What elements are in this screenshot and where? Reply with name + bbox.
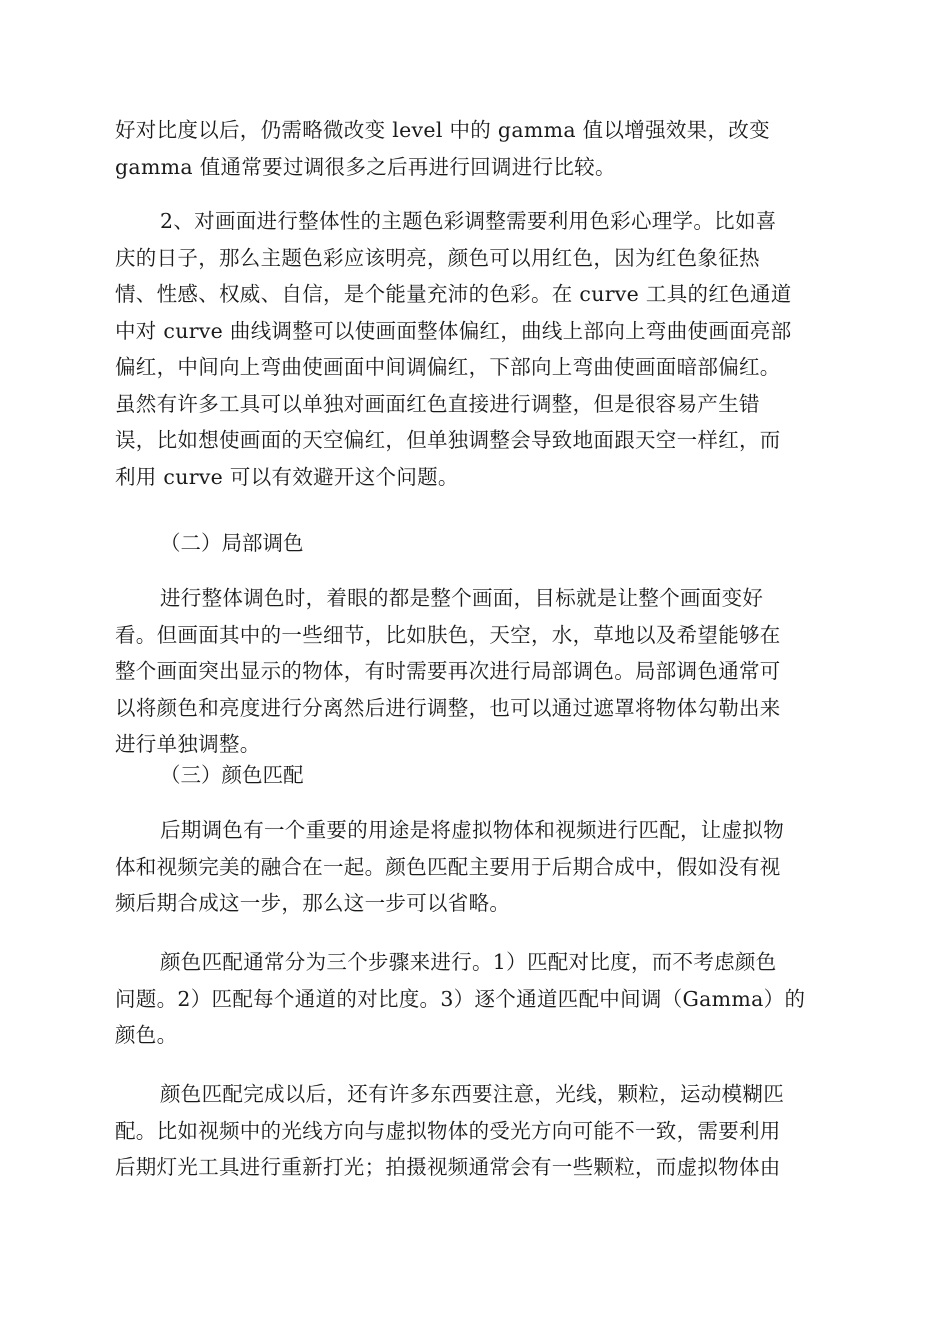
text-line: 颜色匹配通常分为三个步骤来进行。1）匹配对比度，而不考虑颜色: [160, 950, 777, 974]
text-line: 进行整体调色时，着眼的都是整个画面，目标就是让整个画面变好: [160, 586, 764, 610]
text-line: 问题。2）匹配每个通道的对比度。3）逐个通道匹配中间调（Gamma）的: [115, 986, 806, 1011]
text-line: 进行单独调整。: [115, 732, 261, 756]
text-line: 好对比度以后，仍需略微改变 level 中的 gamma 值以增强效果，改变: [115, 118, 770, 142]
text-line: 整个画面突出显示的物体，有时需要再次进行局部调色。局部调色通常可: [115, 659, 781, 683]
text-line: 庆的日子，那么主题色彩应该明亮，颜色可以用红色，因为红色象征热: [115, 245, 760, 270]
text-line: 颜色。: [115, 1023, 178, 1047]
text-line: 颜色匹配完成以后，还有许多东西要注意，光线，颗粒，运动模糊匹: [160, 1082, 784, 1106]
text-line: 以将颜色和亮度进行分离然后进行调整，也可以通过遮罩将物体勾勒出来: [115, 695, 781, 720]
text-line: 看。但画面其中的一些细节，比如肤色，天空，水，草地以及希望能够在: [115, 622, 781, 647]
text-line: 利用 curve 可以有效避开这个问题。: [115, 464, 459, 489]
paragraph-gamma-continuation: [115, 112, 840, 185]
text-line: 情、性感、权威、自信，是个能量充沛的色彩。在 curve 工具的红色通道: [115, 282, 792, 306]
text-line: 中对 curve 曲线调整可以使画面整体偏红，曲线上部向上弯曲使画面亮部: [115, 318, 792, 343]
paragraph-color-matching-intro: [115, 812, 840, 922]
section-heading-local-grading: （二）局部调色: [160, 531, 304, 555]
paragraph-theme-color: [115, 203, 840, 495]
paragraph-color-matching-steps: [115, 944, 840, 1054]
paragraph-local-grading: [115, 580, 840, 763]
text-line: 2、对画面进行整体性的主题色彩调整需要利用色彩心理学。比如喜: [160, 209, 777, 233]
section-heading-color-matching: （三）颜色匹配: [160, 763, 304, 787]
text-line: 频后期合成这一步，那么这一步可以省略。: [115, 891, 511, 915]
text-line: 偏红，中间向上弯曲使画面中间调偏红，下部向上弯曲使画面暗部偏红。: [115, 355, 781, 379]
text-line: 后期灯光工具进行重新打光；拍摄视频通常会有一些颗粒，而虚拟物体由: [115, 1155, 781, 1179]
paragraph-color-matching-notes: [115, 1076, 840, 1186]
text-line: gamma 值通常要过调很多之后再进行回调进行比较。: [115, 154, 616, 179]
text-line: 配。比如视频中的光线方向与虚拟物体的受光方向可能不一致，需要利用: [115, 1118, 781, 1143]
text-line: 体和视频完美的融合在一起。颜色匹配主要用于后期合成中，假如没有视: [115, 854, 781, 879]
text-line: 误，比如想使画面的天空偏红，但单独调整会导致地面跟天空一样红，而: [115, 428, 781, 452]
text-line: 虽然有许多工具可以单独对画面红色直接进行调整，但是很容易产生错: [115, 391, 760, 416]
text-line: 后期调色有一个重要的用途是将虚拟物体和视频进行匹配，让虚拟物: [160, 818, 784, 842]
